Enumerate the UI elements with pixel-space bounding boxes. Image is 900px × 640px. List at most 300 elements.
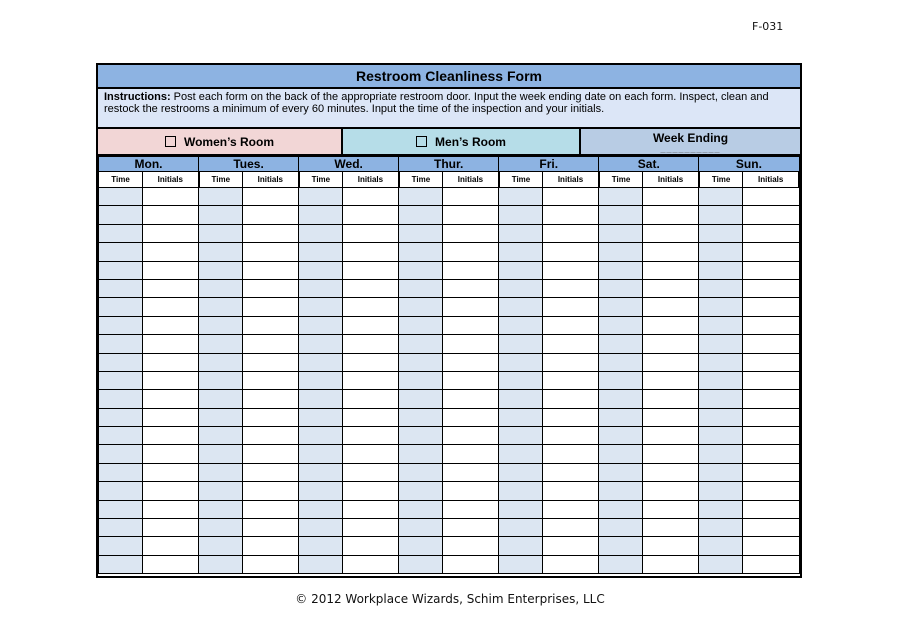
initials-cell[interactable] <box>343 408 399 426</box>
time-cell[interactable] <box>599 188 643 206</box>
time-cell[interactable] <box>299 224 343 242</box>
initials-cell[interactable] <box>143 519 199 537</box>
initials-cell[interactable] <box>543 463 599 481</box>
initials-cell[interactable] <box>243 390 299 408</box>
initials-cell[interactable] <box>443 188 499 206</box>
time-cell[interactable] <box>199 427 243 445</box>
time-cell[interactable] <box>199 335 243 353</box>
time-cell[interactable] <box>499 408 543 426</box>
initials-cell[interactable] <box>743 390 799 408</box>
time-cell[interactable] <box>99 206 143 224</box>
time-cell[interactable] <box>99 298 143 316</box>
time-cell[interactable] <box>99 537 143 555</box>
time-cell[interactable] <box>499 482 543 500</box>
time-cell[interactable] <box>499 224 543 242</box>
initials-cell[interactable] <box>143 445 199 463</box>
time-cell[interactable] <box>199 390 243 408</box>
initials-cell[interactable] <box>443 500 499 518</box>
time-cell[interactable] <box>499 463 543 481</box>
time-cell[interactable] <box>99 243 143 261</box>
initials-cell[interactable] <box>143 261 199 279</box>
time-cell[interactable] <box>299 316 343 334</box>
initials-cell[interactable] <box>343 537 399 555</box>
initials-cell[interactable] <box>143 188 199 206</box>
time-cell[interactable] <box>199 371 243 389</box>
mens-room-option[interactable] <box>343 129 581 154</box>
time-cell[interactable] <box>99 482 143 500</box>
time-cell[interactable] <box>599 243 643 261</box>
womens-room-option[interactable] <box>98 129 343 154</box>
time-cell[interactable] <box>299 500 343 518</box>
initials-cell[interactable] <box>743 463 799 481</box>
initials-cell[interactable] <box>143 482 199 500</box>
initials-cell[interactable] <box>143 316 199 334</box>
time-cell[interactable] <box>299 279 343 297</box>
time-cell[interactable] <box>99 261 143 279</box>
initials-cell[interactable] <box>243 206 299 224</box>
womens-room-checkbox[interactable] <box>165 136 176 147</box>
initials-cell[interactable] <box>143 243 199 261</box>
initials-cell[interactable] <box>543 390 599 408</box>
time-cell[interactable] <box>599 537 643 555</box>
initials-cell[interactable] <box>143 298 199 316</box>
time-cell[interactable] <box>499 537 543 555</box>
time-cell[interactable] <box>199 463 243 481</box>
initials-cell[interactable] <box>143 537 199 555</box>
time-cell[interactable] <box>299 243 343 261</box>
initials-cell[interactable] <box>443 243 499 261</box>
initials-cell[interactable] <box>643 408 699 426</box>
time-cell[interactable] <box>699 298 743 316</box>
initials-cell[interactable] <box>243 335 299 353</box>
initials-cell[interactable] <box>743 500 799 518</box>
time-cell[interactable] <box>199 279 243 297</box>
time-cell[interactable] <box>599 445 643 463</box>
initials-cell[interactable] <box>643 537 699 555</box>
initials-cell[interactable] <box>643 353 699 371</box>
initials-cell[interactable] <box>243 243 299 261</box>
time-cell[interactable] <box>299 353 343 371</box>
time-cell[interactable] <box>99 427 143 445</box>
time-cell[interactable] <box>599 482 643 500</box>
time-cell[interactable] <box>399 188 443 206</box>
time-cell[interactable] <box>699 206 743 224</box>
time-cell[interactable] <box>199 188 243 206</box>
initials-cell[interactable] <box>643 390 699 408</box>
time-cell[interactable] <box>699 279 743 297</box>
time-cell[interactable] <box>599 224 643 242</box>
time-cell[interactable] <box>699 224 743 242</box>
initials-cell[interactable] <box>143 555 199 573</box>
time-cell[interactable] <box>699 390 743 408</box>
time-cell[interactable] <box>299 537 343 555</box>
time-cell[interactable] <box>499 243 543 261</box>
initials-cell[interactable] <box>443 555 499 573</box>
initials-cell[interactable] <box>443 390 499 408</box>
initials-cell[interactable] <box>743 482 799 500</box>
time-cell[interactable] <box>599 261 643 279</box>
time-cell[interactable] <box>599 555 643 573</box>
initials-cell[interactable] <box>643 279 699 297</box>
time-cell[interactable] <box>99 408 143 426</box>
initials-cell[interactable] <box>343 224 399 242</box>
time-cell[interactable] <box>399 243 443 261</box>
week-ending-line[interactable]: __________ <box>660 144 721 154</box>
time-cell[interactable] <box>499 206 543 224</box>
time-cell[interactable] <box>599 408 643 426</box>
initials-cell[interactable] <box>643 335 699 353</box>
time-cell[interactable] <box>299 335 343 353</box>
initials-cell[interactable] <box>343 353 399 371</box>
initials-cell[interactable] <box>543 537 599 555</box>
initials-cell[interactable] <box>743 353 799 371</box>
time-cell[interactable] <box>299 408 343 426</box>
time-cell[interactable] <box>599 353 643 371</box>
initials-cell[interactable] <box>243 188 299 206</box>
initials-cell[interactable] <box>343 298 399 316</box>
initials-cell[interactable] <box>743 335 799 353</box>
time-cell[interactable] <box>299 463 343 481</box>
initials-cell[interactable] <box>543 427 599 445</box>
time-cell[interactable] <box>599 206 643 224</box>
initials-cell[interactable] <box>343 482 399 500</box>
time-cell[interactable] <box>399 353 443 371</box>
initials-cell[interactable] <box>443 298 499 316</box>
initials-cell[interactable] <box>443 353 499 371</box>
initials-cell[interactable] <box>343 390 399 408</box>
initials-cell[interactable] <box>543 353 599 371</box>
time-cell[interactable] <box>599 279 643 297</box>
initials-cell[interactable] <box>543 243 599 261</box>
initials-cell[interactable] <box>543 188 599 206</box>
time-cell[interactable] <box>699 188 743 206</box>
time-cell[interactable] <box>299 482 343 500</box>
time-cell[interactable] <box>399 206 443 224</box>
initials-cell[interactable] <box>443 445 499 463</box>
initials-cell[interactable] <box>443 408 499 426</box>
initials-cell[interactable] <box>643 206 699 224</box>
initials-cell[interactable] <box>743 427 799 445</box>
initials-cell[interactable] <box>543 261 599 279</box>
initials-cell[interactable] <box>643 445 699 463</box>
time-cell[interactable] <box>99 445 143 463</box>
time-cell[interactable] <box>599 427 643 445</box>
initials-cell[interactable] <box>543 371 599 389</box>
time-cell[interactable] <box>299 390 343 408</box>
time-cell[interactable] <box>499 279 543 297</box>
time-cell[interactable] <box>699 482 743 500</box>
initials-cell[interactable] <box>743 224 799 242</box>
initials-cell[interactable] <box>143 408 199 426</box>
time-cell[interactable] <box>599 316 643 334</box>
initials-cell[interactable] <box>543 500 599 518</box>
initials-cell[interactable] <box>343 519 399 537</box>
time-cell[interactable] <box>199 261 243 279</box>
initials-cell[interactable] <box>243 408 299 426</box>
time-cell[interactable] <box>699 335 743 353</box>
time-cell[interactable] <box>699 261 743 279</box>
initials-cell[interactable] <box>643 298 699 316</box>
initials-cell[interactable] <box>143 279 199 297</box>
initials-cell[interactable] <box>643 427 699 445</box>
time-cell[interactable] <box>399 279 443 297</box>
time-cell[interactable] <box>99 188 143 206</box>
time-cell[interactable] <box>99 335 143 353</box>
time-cell[interactable] <box>499 353 543 371</box>
time-cell[interactable] <box>399 298 443 316</box>
initials-cell[interactable] <box>143 463 199 481</box>
time-cell[interactable] <box>199 408 243 426</box>
initials-cell[interactable] <box>143 371 199 389</box>
initials-cell[interactable] <box>443 427 499 445</box>
time-cell[interactable] <box>499 427 543 445</box>
initials-cell[interactable] <box>643 555 699 573</box>
time-cell[interactable] <box>299 188 343 206</box>
initials-cell[interactable] <box>243 261 299 279</box>
time-cell[interactable] <box>599 500 643 518</box>
initials-cell[interactable] <box>243 353 299 371</box>
time-cell[interactable] <box>199 519 243 537</box>
initials-cell[interactable] <box>443 519 499 537</box>
initials-cell[interactable] <box>143 224 199 242</box>
initials-cell[interactable] <box>743 243 799 261</box>
initials-cell[interactable] <box>343 243 399 261</box>
initials-cell[interactable] <box>543 445 599 463</box>
time-cell[interactable] <box>399 427 443 445</box>
initials-cell[interactable] <box>543 335 599 353</box>
time-cell[interactable] <box>499 316 543 334</box>
initials-cell[interactable] <box>343 463 399 481</box>
time-cell[interactable] <box>499 188 543 206</box>
time-cell[interactable] <box>199 316 243 334</box>
time-cell[interactable] <box>599 463 643 481</box>
time-cell[interactable] <box>399 224 443 242</box>
initials-cell[interactable] <box>643 463 699 481</box>
time-cell[interactable] <box>399 390 443 408</box>
initials-cell[interactable] <box>743 261 799 279</box>
initials-cell[interactable] <box>643 519 699 537</box>
initials-cell[interactable] <box>343 188 399 206</box>
time-cell[interactable] <box>699 519 743 537</box>
initials-cell[interactable] <box>443 463 499 481</box>
initials-cell[interactable] <box>243 537 299 555</box>
initials-cell[interactable] <box>143 390 199 408</box>
initials-cell[interactable] <box>443 279 499 297</box>
initials-cell[interactable] <box>643 371 699 389</box>
time-cell[interactable] <box>699 353 743 371</box>
time-cell[interactable] <box>699 445 743 463</box>
time-cell[interactable] <box>99 224 143 242</box>
initials-cell[interactable] <box>443 206 499 224</box>
time-cell[interactable] <box>99 353 143 371</box>
time-cell[interactable] <box>399 537 443 555</box>
initials-cell[interactable] <box>743 371 799 389</box>
initials-cell[interactable] <box>543 408 599 426</box>
time-cell[interactable] <box>399 555 443 573</box>
time-cell[interactable] <box>299 445 343 463</box>
initials-cell[interactable] <box>543 555 599 573</box>
time-cell[interactable] <box>399 408 443 426</box>
initials-cell[interactable] <box>343 371 399 389</box>
time-cell[interactable] <box>699 243 743 261</box>
initials-cell[interactable] <box>343 427 399 445</box>
time-cell[interactable] <box>299 371 343 389</box>
initials-cell[interactable] <box>643 316 699 334</box>
initials-cell[interactable] <box>743 188 799 206</box>
time-cell[interactable] <box>399 335 443 353</box>
initials-cell[interactable] <box>643 188 699 206</box>
initials-cell[interactable] <box>143 427 199 445</box>
initials-cell[interactable] <box>543 482 599 500</box>
time-cell[interactable] <box>299 519 343 537</box>
initials-cell[interactable] <box>243 555 299 573</box>
time-cell[interactable] <box>299 427 343 445</box>
time-cell[interactable] <box>199 353 243 371</box>
time-cell[interactable] <box>699 408 743 426</box>
initials-cell[interactable] <box>643 261 699 279</box>
initials-cell[interactable] <box>243 500 299 518</box>
time-cell[interactable] <box>399 519 443 537</box>
initials-cell[interactable] <box>343 555 399 573</box>
time-cell[interactable] <box>499 445 543 463</box>
time-cell[interactable] <box>499 298 543 316</box>
time-cell[interactable] <box>199 445 243 463</box>
time-cell[interactable] <box>699 427 743 445</box>
initials-cell[interactable] <box>443 335 499 353</box>
time-cell[interactable] <box>599 371 643 389</box>
time-cell[interactable] <box>199 500 243 518</box>
time-cell[interactable] <box>499 390 543 408</box>
time-cell[interactable] <box>99 519 143 537</box>
initials-cell[interactable] <box>743 206 799 224</box>
initials-cell[interactable] <box>243 463 299 481</box>
initials-cell[interactable] <box>643 224 699 242</box>
time-cell[interactable] <box>99 500 143 518</box>
time-cell[interactable] <box>399 261 443 279</box>
initials-cell[interactable] <box>443 261 499 279</box>
initials-cell[interactable] <box>743 555 799 573</box>
initials-cell[interactable] <box>243 298 299 316</box>
initials-cell[interactable] <box>243 427 299 445</box>
initials-cell[interactable] <box>343 500 399 518</box>
initials-cell[interactable] <box>443 371 499 389</box>
time-cell[interactable] <box>399 445 443 463</box>
mens-room-checkbox[interactable] <box>416 136 427 147</box>
time-cell[interactable] <box>599 519 643 537</box>
time-cell[interactable] <box>499 371 543 389</box>
initials-cell[interactable] <box>343 206 399 224</box>
time-cell[interactable] <box>99 463 143 481</box>
initials-cell[interactable] <box>743 298 799 316</box>
initials-cell[interactable] <box>743 408 799 426</box>
time-cell[interactable] <box>499 500 543 518</box>
time-cell[interactable] <box>399 316 443 334</box>
initials-cell[interactable] <box>743 316 799 334</box>
time-cell[interactable] <box>199 555 243 573</box>
initials-cell[interactable] <box>443 482 499 500</box>
initials-cell[interactable] <box>143 500 199 518</box>
time-cell[interactable] <box>99 279 143 297</box>
initials-cell[interactable] <box>343 279 399 297</box>
initials-cell[interactable] <box>143 335 199 353</box>
initials-cell[interactable] <box>543 298 599 316</box>
time-cell[interactable] <box>199 224 243 242</box>
time-cell[interactable] <box>199 482 243 500</box>
time-cell[interactable] <box>599 335 643 353</box>
initials-cell[interactable] <box>343 445 399 463</box>
initials-cell[interactable] <box>743 537 799 555</box>
initials-cell[interactable] <box>243 445 299 463</box>
time-cell[interactable] <box>399 482 443 500</box>
time-cell[interactable] <box>299 298 343 316</box>
initials-cell[interactable] <box>243 279 299 297</box>
time-cell[interactable] <box>99 371 143 389</box>
time-cell[interactable] <box>99 555 143 573</box>
initials-cell[interactable] <box>443 316 499 334</box>
time-cell[interactable] <box>299 555 343 573</box>
initials-cell[interactable] <box>643 243 699 261</box>
time-cell[interactable] <box>299 261 343 279</box>
time-cell[interactable] <box>699 555 743 573</box>
initials-cell[interactable] <box>543 316 599 334</box>
initials-cell[interactable] <box>543 206 599 224</box>
initials-cell[interactable] <box>143 206 199 224</box>
time-cell[interactable] <box>399 500 443 518</box>
time-cell[interactable] <box>699 316 743 334</box>
time-cell[interactable] <box>199 206 243 224</box>
time-cell[interactable] <box>499 335 543 353</box>
initials-cell[interactable] <box>343 316 399 334</box>
initials-cell[interactable] <box>343 335 399 353</box>
initials-cell[interactable] <box>243 519 299 537</box>
time-cell[interactable] <box>599 390 643 408</box>
time-cell[interactable] <box>399 371 443 389</box>
initials-cell[interactable] <box>643 500 699 518</box>
initials-cell[interactable] <box>743 445 799 463</box>
initials-cell[interactable] <box>643 482 699 500</box>
initials-cell[interactable] <box>243 482 299 500</box>
initials-cell[interactable] <box>443 224 499 242</box>
time-cell[interactable] <box>199 537 243 555</box>
time-cell[interactable] <box>399 463 443 481</box>
time-cell[interactable] <box>499 519 543 537</box>
initials-cell[interactable] <box>543 279 599 297</box>
time-cell[interactable] <box>699 371 743 389</box>
initials-cell[interactable] <box>743 279 799 297</box>
time-cell[interactable] <box>99 316 143 334</box>
initials-cell[interactable] <box>243 224 299 242</box>
time-cell[interactable] <box>699 537 743 555</box>
time-cell[interactable] <box>299 206 343 224</box>
initials-cell[interactable] <box>343 261 399 279</box>
initials-cell[interactable] <box>543 519 599 537</box>
initials-cell[interactable] <box>243 316 299 334</box>
initials-cell[interactable] <box>143 353 199 371</box>
time-cell[interactable] <box>499 261 543 279</box>
time-cell[interactable] <box>499 555 543 573</box>
time-cell[interactable] <box>199 243 243 261</box>
time-cell[interactable] <box>599 298 643 316</box>
time-cell[interactable] <box>199 298 243 316</box>
initials-cell[interactable] <box>443 537 499 555</box>
time-cell[interactable] <box>99 390 143 408</box>
initials-cell[interactable] <box>543 224 599 242</box>
time-cell[interactable] <box>699 500 743 518</box>
week-ending-field[interactable] <box>581 129 800 154</box>
initials-cell[interactable] <box>243 371 299 389</box>
initials-cell[interactable] <box>743 519 799 537</box>
time-cell[interactable] <box>699 463 743 481</box>
